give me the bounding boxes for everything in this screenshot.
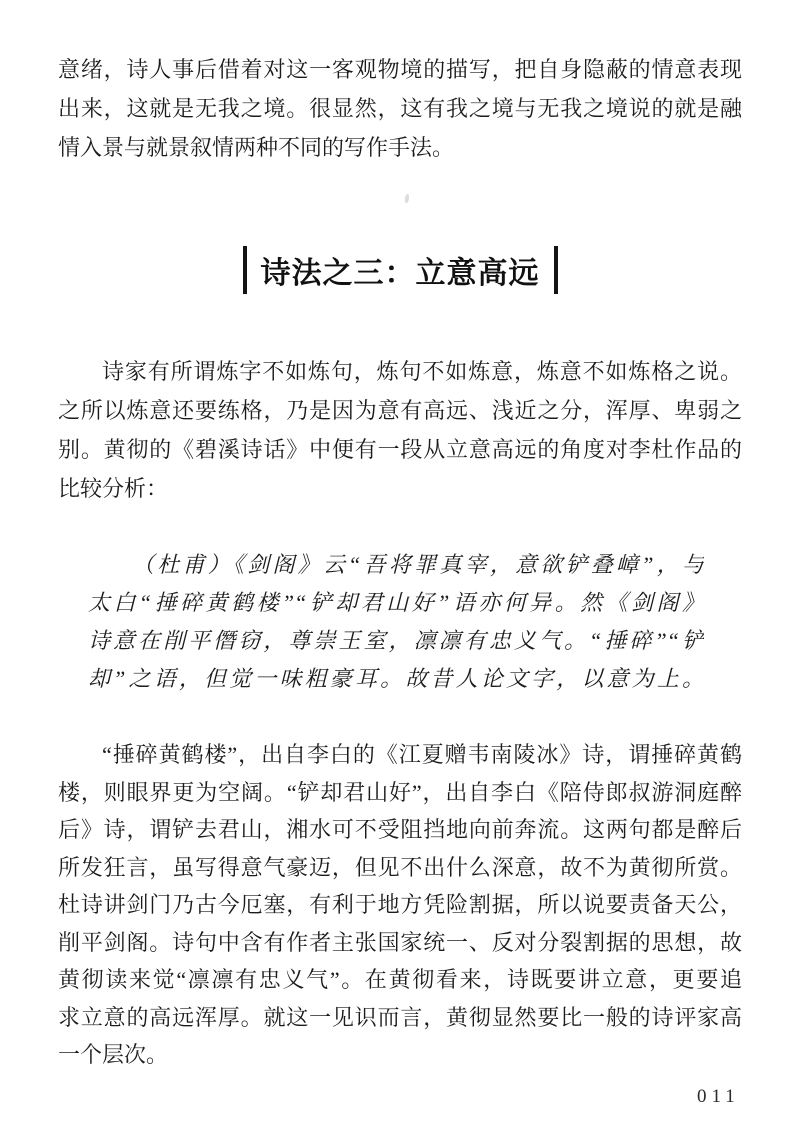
text-line: 后》诗，谓铲去君山，湘水可不受阻挡地向前奔流。这两句都是醉后 [58,817,742,842]
text-line: 削平剑阁。诗句中含有作者主张国家统一、反对分裂割据的思想，故 [58,929,742,955]
quote-line: 却”之语，但觉一味粗豪耳。故昔人论文字，以意为上。 [88,666,704,691]
heading-left-bar [243,246,247,294]
section-heading [0,246,800,294]
quote-line: 诗意在削平僭窃，尊崇王室，凛凛有忠义气。“捶碎”“铲 [88,628,704,653]
text-line: 黄彻读来觉“凛凛有忠义气”。在黄彻看来，诗既要讲立意，更要追 [58,967,742,992]
intro-paragraph [58,50,742,167]
commentary-paragraph [58,736,742,1074]
heading-right-bar [554,246,558,294]
quote-line: （杜甫）《剑阁》云“吾将罪真宰，意欲铲叠嶂”，与 [132,552,704,577]
text-line: 楼，则眼界更为空阔。“铲却君山好”，出自李白《陪侍郎叔游洞庭醉 [58,779,742,805]
text-line: 别。黄彻的《碧溪诗话》中便有一段从立意高远的角度对李杜作品的 [58,437,742,462]
text-line: 情入景与就景叙情两种不同的写作手法。 [58,135,455,160]
text-line: 求立意的高远浑厚。就这一见识而言，黄彻显然要比一般的诗评家高 [58,1004,742,1030]
text-line: 之所以炼意还要练格，乃是因为意有高远、浅近之分，浑厚、卑弱之 [58,398,742,423]
analysis-paragraph [58,352,742,508]
text-line: 比较分析： [58,476,169,501]
heading-title: 诗法之三：立意高远 [260,257,540,290]
scan-speck [404,194,410,204]
text-line: 杜诗讲剑门乃古今厄塞，有利于地方凭险割据，所以说要责备天公， [58,892,742,917]
text-line: “捶碎黄鹤楼”，出自李白的《江夏赠韦南陵冰》诗，谓捶碎黄鹤 [102,742,742,767]
text-line: 诗家有所谓炼字不如炼句，炼句不如炼意，炼意不如炼格之说。 [102,359,742,384]
text-line: 一个层次。 [58,1042,169,1067]
page-number: 011 [697,1086,740,1107]
text-line: 出来，这就是无我之境。很显然，这有我之境与无我之境说的就是融 [58,96,742,121]
quote-block [88,546,704,698]
text-line: 意绪，诗人事后借着对这一客观物境的描写，把自身隐蔽的情意表现 [58,57,742,82]
quote-line: 太白“捶碎黄鹤楼”“铲却君山好”语亦何异。然《剑阁》 [88,590,704,615]
text-line: 所发狂言，虽写得意气豪迈，但见不出什么深意，故不为黄彻所赏。 [58,854,742,880]
